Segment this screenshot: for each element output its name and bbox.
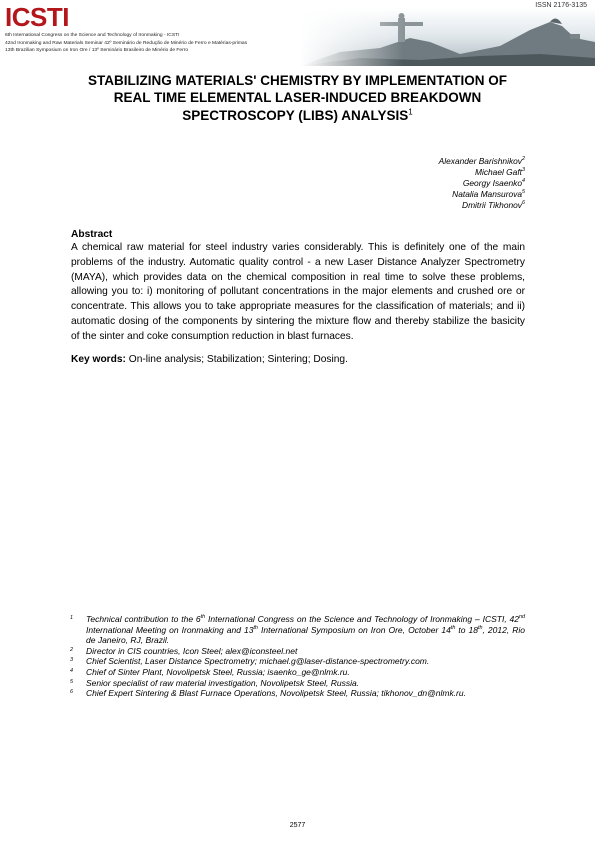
author-footnote-mark: 3 — [522, 167, 525, 174]
event-line: 42nd Ironmaking and Raw Materials Seminar 42º Seminário de Redução de Minério de Ferro e Matérias-primas — [5, 40, 248, 46]
footnote-text: Director in CIS countries, Icon Steel; alex@iconsteel.net — [86, 645, 298, 656]
abstract-heading: Abstract — [71, 229, 113, 240]
keywords-text: On-line analysis; Stabilization; Sintering; Dosing. — [128, 354, 348, 365]
paper-title-text: STABILIZING MATERIALS' CHEMISTRY BY IMPLEMENTATION OF REAL TIME ELEMENTAL LASER-INDUCED BREAKDOWN SPECTROSCOPY (LIBS) ANALYSIS — [88, 73, 507, 123]
footnote — [70, 646, 525, 657]
keywords-label: Key words: — [71, 354, 126, 365]
footnote-mark: 6 — [70, 689, 73, 696]
conference-banner — [0, 0, 595, 66]
footnote — [70, 667, 525, 678]
footnote-text: Chief Scientist, Laser Distance Spectrometry; michael.g@laser-distance-spectrometry.com. — [86, 656, 430, 667]
page-number: 2577 — [289, 822, 306, 829]
footnote-mark: 3 — [70, 657, 73, 664]
abstract-body: A chemical raw material for steel industry varies considerably. This is definitely one of the main problems of the industry. Automatic quality control - a new Laser Distance Analyzer Spectrometry (MAYA), which provides data on the chemical composition in real time to solve these problems, allowing you to: i) monitoring of pollutant concentrations in the major elements and crushed ore or concentrate. This allows you to take appropriate measures for the classification of materials; and ii) automatic dosing of the components by sintering the mixture flow and thereby stabilize the basicity of the sinter and coke consumption reduction in blast furnaces. — [71, 242, 525, 342]
footnote-mark: 4 — [70, 667, 73, 674]
author-list — [439, 156, 525, 211]
footnote — [70, 656, 525, 667]
title-footnote-mark: 1 — [408, 107, 413, 117]
author-name: Natalia Mansurova — [452, 189, 522, 200]
author-footnote-mark: 2 — [522, 156, 525, 163]
footnote-mark: 1 — [70, 615, 73, 621]
author-name: Georgy Isaenko — [462, 178, 522, 189]
footnotes — [70, 614, 525, 699]
author-name: Dmitrii Tikhonov — [462, 200, 522, 211]
event-line: 13th Brazilian Symposium on Iron Ore / 13º Seminário Brasileiro de Minério de Ferro — [5, 48, 189, 54]
author-name: Michael Gaft — [474, 167, 522, 178]
author — [439, 189, 525, 200]
footnote-mark: 2 — [70, 646, 73, 653]
footnote — [70, 614, 525, 646]
conference-logo: ICSTI — [5, 2, 69, 32]
footnote-text: Chief of Sinter Plant, Novolipetsk Steel, Russia; isaenko_ge@nlmk.ru. — [86, 666, 350, 677]
author — [439, 156, 525, 167]
footnote-text: Senior specialist of raw material investigation, Novolipetsk Steel, Russia. — [86, 677, 360, 688]
author-footnote-mark: 5 — [522, 189, 525, 196]
footnote-text: Chief Expert Sintering & Blast Furnace Operations, Novolipetsk Steel, Russia; tikhonov_dn@nlmk.ru. — [86, 688, 466, 699]
footnote — [70, 678, 525, 689]
issn: ISSN 2176-3135 — [535, 2, 587, 9]
footnote — [70, 688, 525, 699]
rio-skyline-image — [300, 8, 595, 66]
author — [439, 167, 525, 178]
author — [439, 200, 525, 211]
paper-title — [70, 72, 525, 124]
keywords — [71, 354, 525, 365]
event-line: 6th International Congress on the Science and Technology of Ironmaking - ICSTI — [5, 33, 180, 38]
author-footnote-mark: 6 — [522, 200, 525, 207]
event-lines — [5, 32, 315, 55]
author-footnote-mark: 4 — [522, 178, 525, 185]
footnote-text: Technical contribution to the 6th International Congress on the Science and Technology of Ironmaking – ICSTI, 42nd International Meeting on Ironmaking and 13th International Symposium on Iron Ore, October 14th to 18th, 2012, Rio de Janeiro, RJ, Brazil. — [86, 614, 525, 646]
author-name: Alexander Barishnikov — [438, 156, 522, 166]
footnote-mark: 5 — [70, 678, 73, 685]
author — [439, 178, 525, 189]
